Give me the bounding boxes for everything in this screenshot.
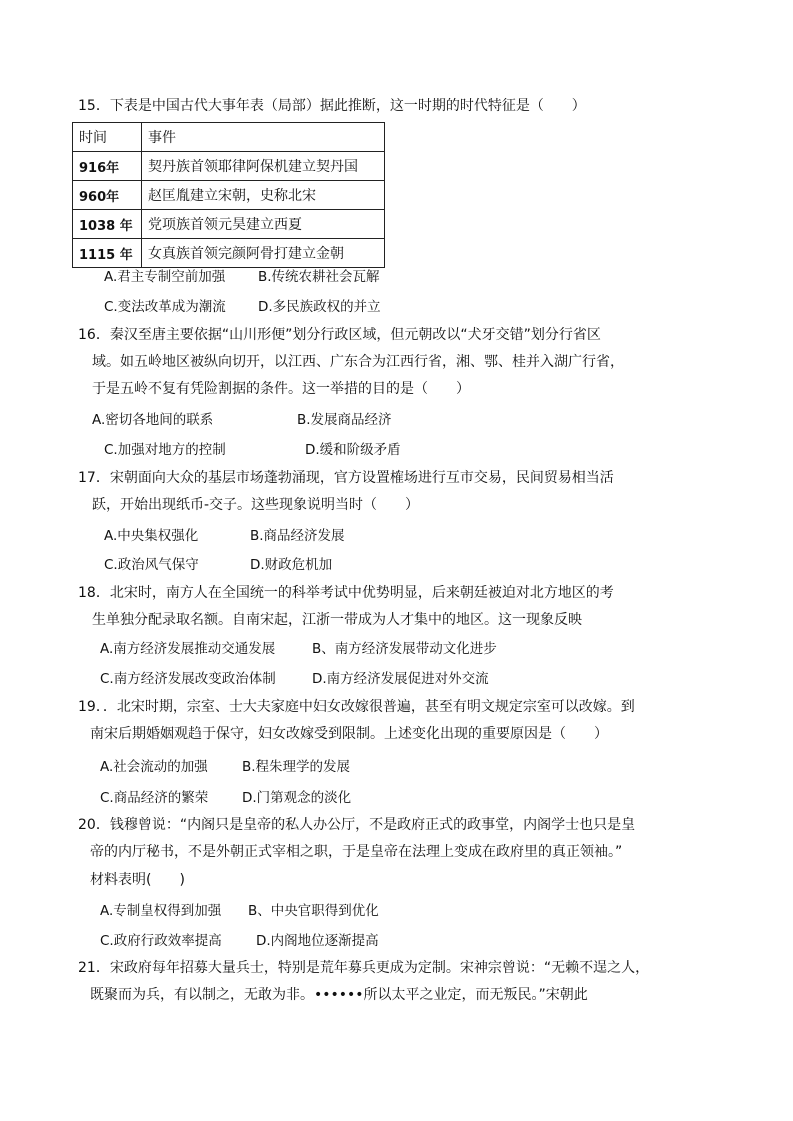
- row-year: 960年: [73, 181, 142, 210]
- q20-stem-line-3: 材料表明( ): [90, 872, 185, 888]
- q17-option-b[interactable]: B.商品经济发展: [250, 528, 345, 544]
- row-event: 女真族首领完颜阿骨打建立金朝: [142, 239, 385, 268]
- q16-option-c[interactable]: C.加强对地方的控制: [104, 442, 226, 458]
- q21-stem-line-2: 既聚而为兵，有以制之，无敢为非。••••••所以太平之业定，而无叛民。”宋朝此: [90, 987, 588, 1003]
- q18-stem-line-2: 生单独分配录取名额。自南宋起，江浙一带成为人才集中的地区。这一现象反映: [92, 612, 582, 628]
- header-time: 时间: [73, 123, 142, 152]
- header-event: 事件: [142, 123, 385, 152]
- q18-option-d[interactable]: D.南方经济发展促进对外交流: [312, 671, 489, 687]
- q19-stem-line-1: 19．．北宋时期，宗室、士大夫家庭中妇女改嫁很普遍，甚至有明文规定宗室可以改嫁。到: [78, 699, 635, 715]
- q15-option-b[interactable]: B.传统农耕社会瓦解: [258, 269, 380, 285]
- q15-stem: 15．下表是中国古代大事年表（局部）据此推断，这一时期的时代特征是（ ）: [78, 98, 586, 114]
- q16-option-b[interactable]: B.发展商品经济: [297, 412, 392, 428]
- q16-stem-line-1: 16．秦汉至唐主要依据“山川形便”划分行政区域，但元朝改以“犬牙交错”划分行省区: [78, 327, 601, 343]
- q16-option-a[interactable]: A.密切各地间的联系: [92, 412, 214, 428]
- q18-stem-line-1: 18．北宋时，南方人在全国统一的科举考试中优势明显，后来朝廷被迫对北方地区的考: [78, 585, 614, 601]
- q19-option-d[interactable]: D.门第观念的淡化: [242, 790, 352, 806]
- row-event: 赵匡胤建立宋朝，史称北宋: [142, 181, 385, 210]
- q19-option-a[interactable]: A.社会流动的加强: [100, 759, 208, 775]
- q19-option-c[interactable]: C.商品经济的繁荣: [100, 790, 209, 806]
- table-row: [73, 239, 385, 268]
- q19-option-b[interactable]: B.程朱理学的发展: [242, 759, 351, 775]
- table-header-row: [73, 123, 385, 152]
- q20-stem-line-1: 20．钱穆曾说：“内阁只是皇帝的私人办公厅，不是政府正式的政事堂，内阁学士也只是皇: [78, 817, 636, 833]
- table-row: [73, 210, 385, 239]
- q20-option-c[interactable]: C.政府行政效率提高: [100, 933, 222, 949]
- q18-option-a[interactable]: A.南方经济发展推动交通发展: [100, 641, 276, 657]
- row-year: 916年: [73, 152, 142, 181]
- q18-option-b[interactable]: B、南方经济发展带动文化进步: [312, 641, 497, 657]
- q15-option-a[interactable]: A.君主专制空前加强: [104, 269, 226, 285]
- row-event: 党项族首领元昊建立西夏: [142, 210, 385, 239]
- q19-stem-line-2: 南宋后期婚姻观趋于保守，妇女改嫁受到限制。上述变化出现的重要原因是（ ）: [90, 726, 608, 742]
- q20-option-d[interactable]: D.内阁地位逐渐提高: [256, 933, 379, 949]
- row-year: 1038 年: [73, 210, 142, 239]
- q20-option-b[interactable]: B、中央官职得到优化: [248, 903, 379, 919]
- q17-option-a[interactable]: A.中央集权强化: [104, 528, 199, 544]
- table-row: [73, 181, 385, 210]
- q17-stem-line-2: 跃，开始出现纸币-交子。这些现象说明当时（ ）: [92, 497, 420, 513]
- q16-option-d[interactable]: D.缓和阶级矛盾: [305, 442, 401, 458]
- q17-option-c[interactable]: C.政治风气保守: [104, 557, 199, 573]
- table-row: [73, 152, 385, 181]
- q15-option-c[interactable]: C.变法改革成为潮流: [104, 299, 226, 315]
- q20-option-a[interactable]: A.专制皇权得到加强: [100, 903, 222, 919]
- q17-option-d[interactable]: D.财政危机加: [250, 557, 333, 573]
- q21-stem-line-1: 21．宋政府每年招募大量兵士，特别是荒年募兵更成为定制。宋神宗曾说：“无赖不逞之人，: [78, 960, 650, 976]
- q15-option-d[interactable]: D.多民族政权的并立: [258, 299, 381, 315]
- q20-stem-line-2: 帝的内厅秘书，不是外朝正式宰相之职，于是皇帝在法理上变成在政府里的真正领袖。”: [90, 844, 623, 860]
- q16-stem-line-3: 于是五岭不复有凭险割据的条件。这一举措的目的是（ ）: [92, 381, 470, 397]
- row-event: 契丹族首领耶律阿保机建立契丹国: [142, 152, 385, 181]
- q18-option-c[interactable]: C.南方经济发展改变政治体制: [100, 671, 276, 687]
- q17-stem-line-1: 17．宋朝面向大众的基层市场蓬勃涌现，官方设置榷场进行互市交易，民间贸易相当活: [78, 470, 614, 486]
- row-year: 1115 年: [73, 239, 142, 268]
- events-table: [72, 122, 385, 268]
- q16-stem-line-2: 域。如五岭地区被纵向切开，以江西、广东合为江西行省，湘、鄂、桂并入湖广行省，: [92, 354, 624, 370]
